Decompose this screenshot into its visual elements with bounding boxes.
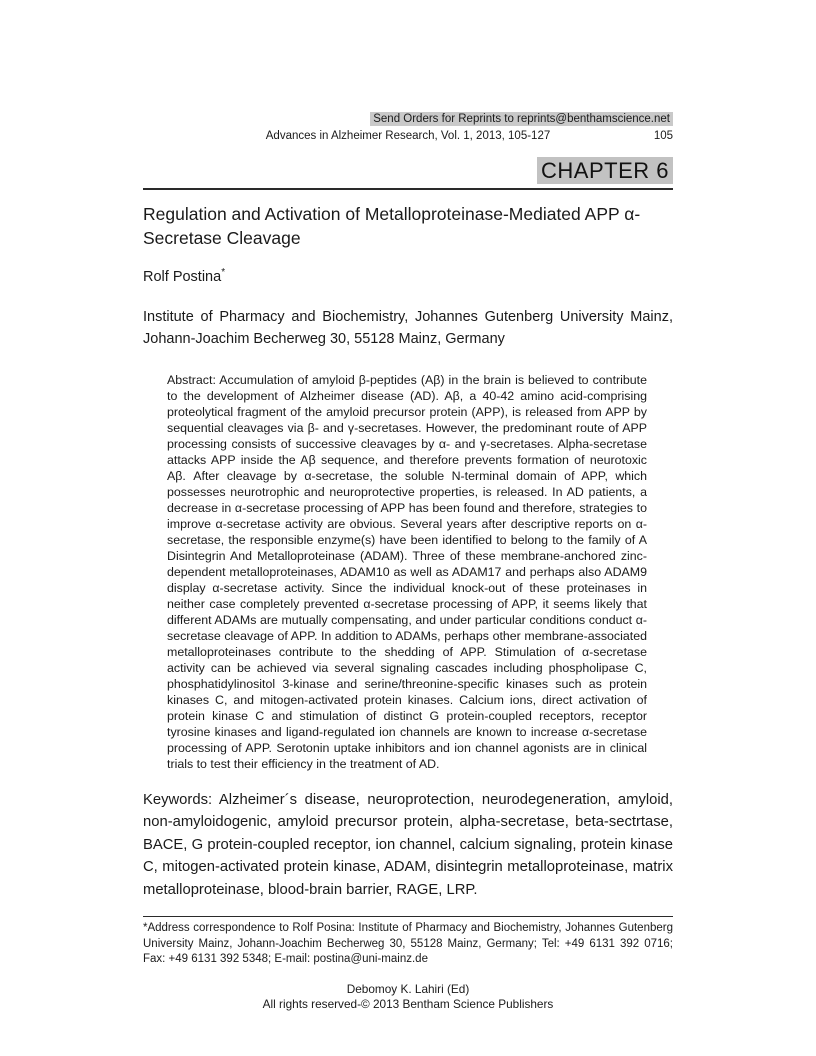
chapter-badge: CHAPTER 6 bbox=[537, 157, 673, 184]
chapter-line bbox=[143, 157, 673, 184]
page-content bbox=[143, 0, 673, 1012]
page-header bbox=[143, 112, 673, 127]
abstract-text: Accumulation of amyloid β-peptides (Aβ) in the brain is believed to contribute to the development of Alzheimer disease (AD). Aβ, a 40-42 amino acid-comprising proteolytical fragment of the amyloid precursor protein (APP), is released from APP by sequential cleavages via β- and γ-secretases. However, the predominant route of APP processing consists of successive cleavages by α- and γ-secretases. Alpha-secretase attacks APP inside the Aβ sequence, and therefore prevents formation of neurotoxic Aβ. After cleavage by α-secretase, the soluble N-terminal domain of APP, which possesses neurotrophic and neuroprotective properties, is released. In AD patients, a decrease in α-secretase processing of APP has been found and therefore, strategies to improve α-secretase activity are obvious. Several years after descriptive reports on α-secretase, the responsible enzyme(s) have been identified to belong to the family of A Disintegrin And Metalloproteinase (ADAM). Three of these membrane-anchored zinc-dependent metalloproteinases, ADAM10 as well as ADAM17 and perhaps also ADAM9 display α-secretase activity. Since the individual knock-out of these proteinases in neither case completely prevented α-secretase processing of APP, it seems likely that different ADAMs are mutually compensating, and under particular conditions conduct α-secretase cleavage of APP. In addition to ADAMs, perhaps other membrane-associated metalloproteinases contribute to the shedding of APP. Stimulation of α-secretase activity can be achieved via several signaling cascades including phospholipase C, phosphatidylinositol 3-kinase and serine/threonine-specific kinases such as protein kinases C, and mitogen-activated protein kinases. Calcium ions, direct activation of protein kinase C and stimulation of distinct G protein-coupled receptors, receptor tyrosine kinases and ligand-regulated ion channels are known to increase α-secretase processing of APP. Serotonin uptake inhibitors and ion channel agonists are in clinical trials to test their efficiency in the treatment of AD. bbox=[167, 372, 648, 771]
editor-line: Debomoy K. Lahiri (Ed) bbox=[346, 981, 470, 996]
journal-citation-line bbox=[143, 129, 673, 144]
book-citation: Advances in Alzheimer Research, Vol. 1, 2013, 105-127 bbox=[265, 130, 551, 142]
correspondence-footnote: *Address correspondence to Rolf Posina: Institute of Pharmacy and Biochemistry, Johannes Gutenberg University Mainz, Johann-Joachim Becherweg 30, 55128 Mainz, Germany; Tel: +49 6131 392 0716; Fax: +49 6131 392 5348; E-mail: postina@uni-mainz.de bbox=[143, 922, 673, 966]
page-footer bbox=[143, 982, 673, 1012]
article-title: Regulation and Activation of Metalloproteinase-Mediated APP α-Secretase Cleavage bbox=[143, 204, 641, 248]
author-line bbox=[143, 264, 673, 286]
reprint-notice: Send Orders for Reprints to reprints@benthamscience.net bbox=[370, 112, 673, 126]
keywords-label: Keywords: bbox=[143, 791, 213, 808]
keywords-text: Alzheimer´s disease, neuroprotection, neurodegeneration, amyloid, non-amyloidogenic, amyloid precursor protein, alpha-secretase, beta-sectrtase, BACE, G protein-coupled receptor, ion channel, calcium signaling, protein kinase C, mitogen-activated protein kinase, ADAM, disintegrin metalloproteinase, matrix metalloproteinase, blood-brain barrier, RAGE, LRP. bbox=[143, 791, 673, 898]
keywords-paragraph bbox=[143, 789, 673, 902]
page-number: 105 bbox=[653, 130, 673, 142]
author-name: Rolf Postina bbox=[143, 268, 222, 285]
copyright-line: All rights reserved-© 2013 Bentham Science Publishers bbox=[262, 996, 554, 1011]
abstract-paragraph bbox=[167, 372, 647, 772]
author-footnote-marker: * bbox=[221, 267, 226, 278]
abstract-label: Abstract: bbox=[167, 372, 216, 387]
author-affiliation: Institute of Pharmacy and Biochemistry, Johannes Gutenberg University Mainz, Johann-Joachim Becherweg 30, 55128 Mainz, Germany bbox=[143, 308, 673, 347]
footnote-divider-rule bbox=[143, 916, 673, 917]
header-divider-rule bbox=[143, 188, 673, 190]
